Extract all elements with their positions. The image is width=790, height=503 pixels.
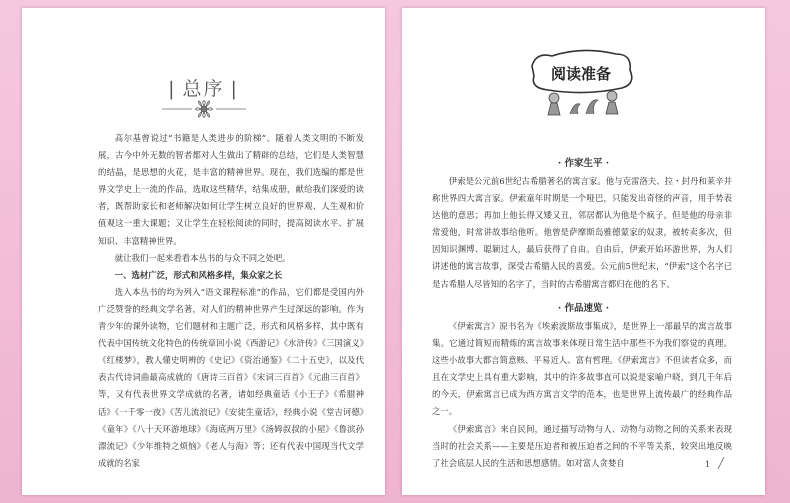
preface-text [98, 130, 364, 472]
overview-paragraph: 《伊索寓言》原书名为《埃索波斯故事集成》，是世界上一部最早的寓言故事集。它通过简短而精炼的寓言故事来体现日常生活中那些不为我们察觉的真理。这些小故事大都言简意赅、平易近人、富有哲理。《伊索寓言》不但读者众多，而且在文学史上具有重大影响，其中的许多故事直可以说是家喻户晓，到几千年后的今天，伊索寓言已成为西方寓言文学的范本，也是世界上流传最广的经典作品之一。 [432, 321, 732, 417]
author-bio-paragraph: 伊索是公元前6世纪古希腊著名的寓言家。他与克雷洛夫、拉・封丹和莱辛并称世界四大寓言家。伊索童年时期是一个哑巴，只能发出奇怪的声音，用手势表达他的意思；再加上他长得又矮又丑，邻居都认为他是个疯子。但是他的母亲非常爱他，时常讲故事给他听。他曾是萨摩斯岛雅德蒙家的奴隶，被转卖多次，但因知识渊博、聪颖过人，最后获得了自由。自由后，伊索开始环游世界，为人们讲述他的寓言故事，深受古希腊人民的喜爱。公元前5世纪末，“伊索”这个名字已是古希腊人尽皆知的名字了，当时的古希腊寓言都归在他的名下。 [432, 176, 732, 289]
section-heading: 一、选材广泛，形式和风格多样，集众家之长 [114, 269, 283, 280]
section-title-author: · 作家生平 · [557, 158, 610, 169]
author-bio-text [432, 173, 732, 293]
right-page [402, 8, 765, 495]
preface-paragraph: 选入本丛书的均为列入“语文课程标准”的作品，它们都是受国内外广泛赞誉的经典文学名著，对人们的精神世界产生过深远的影响。作为青少年的课外读物，它们题材和主题广泛，形式和风格多样，其中既有代表中国传统文化特色的传统章回小说《西游记》《水浒传》《三国演义》《红楼梦》，教人懂史明辨的《史记》《资治通鉴》《二十五史》，以及代表古代诗词曲最高成就的《唐诗三百首》《宋词三百首》《元曲三百首》等，又有代表世界文学成就的名著，诸如经典童话《小王子》《希腊神话》《一千零一夜》《苦儿流浪记》《安徒生童话》，经典小说《堂吉诃德》《童年》《八十天环游地球》《海底两万里》《汤姆叔叔的小屋》《鲁滨孙漂流记》《少年维特之烦恼》《老人与海》等；还有代表中国现当代文学成就的名家 [98, 286, 364, 468]
preface-paragraph: 高尔基曾说过“书籍是人类进步的阶梯”。随着人类文明的不断发展，古今中外无数的智者都对人生做出了精辟的总结，它们是人类智慧的结晶，是思想的火花，是丰富的精神世界。现在，我们选编的都是世界文学史上一流的作品，选取这些精华，结集成册，献给我们深爱的读者，既帮助家长和老师解决如何让学生树立良好的世界观、人生观和价值观这一重大课题；又让学生在轻松阅读的同时，提高阅读水平、扩展知识、丰富精神世界。 [98, 133, 364, 246]
page-title: | 总序 | [168, 78, 239, 100]
reading-banner-illustration-icon [526, 44, 638, 116]
decorative-flourish-icon [162, 96, 246, 122]
left-page [22, 8, 385, 495]
page-number-slash-icon [716, 456, 726, 470]
section-title-overview: · 作品速览 · [557, 303, 610, 314]
preface-paragraph: 就让我们一起来看看本丛书的与众不同之处吧。 [114, 252, 291, 263]
banner-text: 阅读准备 [550, 65, 612, 83]
overview-paragraph: 《伊索寓言》来自民间，通过描写动物与人、动物与动物之间的关系来表现当时的社会关系——主要是压迫者和被压迫者之间的不平等关系，较突出地反映了社会底层人民的生活和思想感情。如对富人贪婪自 [432, 423, 732, 468]
page-number: 1 [705, 460, 711, 469]
overview-text [432, 318, 732, 472]
